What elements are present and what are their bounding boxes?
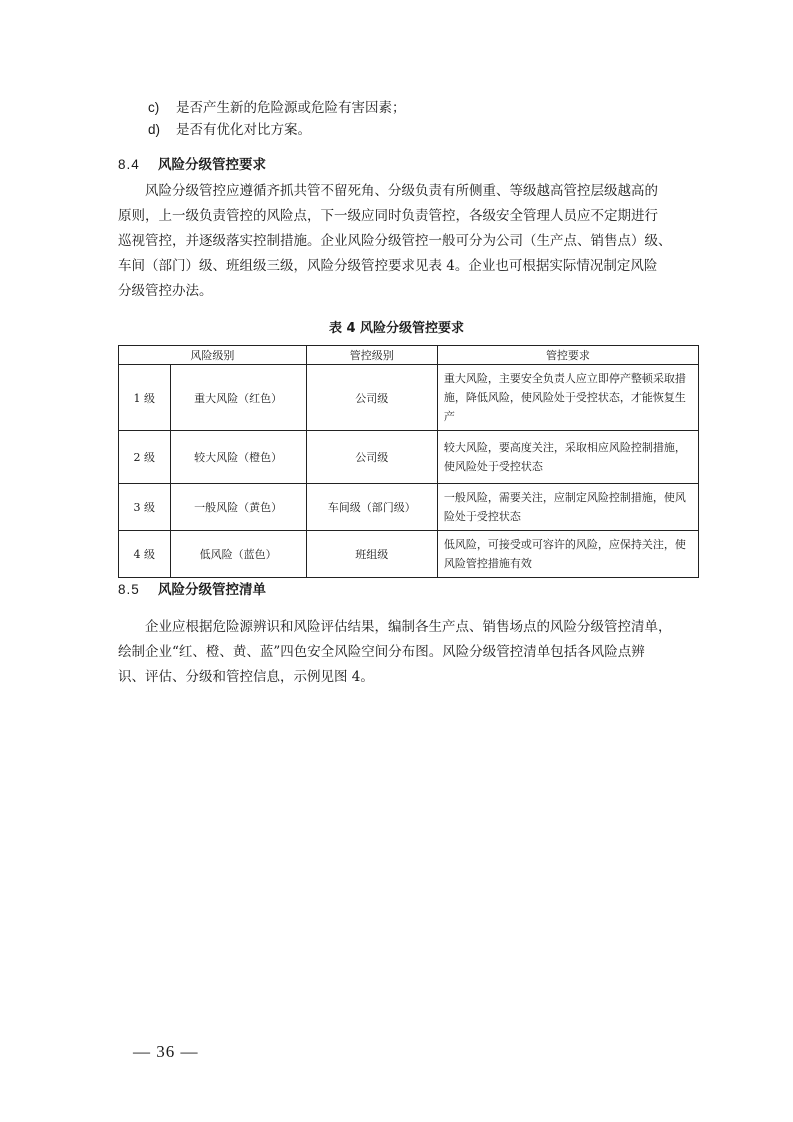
table-row <box>119 431 699 484</box>
paragraph-line: 风险分级管控应遵循齐抓共管不留死角、分级负责有所侧重、等级越高管控层级越高的 <box>145 183 658 199</box>
control-cell: 公司级 <box>306 431 437 484</box>
requirement-cell: 低风险，可接受或可容许的风险，应保持关注，使风险管控措施有效 <box>437 531 698 578</box>
list-marker: c) <box>148 100 160 115</box>
section-title: 风险分级管控要求 <box>158 157 266 173</box>
list-text: 是否产生新的危险源或危险有害因素； <box>176 100 406 116</box>
list-item-d <box>148 121 311 139</box>
section-number: 8.4 <box>118 157 140 172</box>
paragraph-line: 企业应根据危险源辨识和风险评估结果，编制各生产点、销售场点的风险分级管控清单， <box>145 619 672 635</box>
paragraph-line: 车间（部门）级、班组级三级，风险分级管控要求见表 4。企业也可根据实际情况制定风险 <box>118 258 658 274</box>
risk-cell: 一般风险（黄色） <box>170 484 306 531</box>
section-number: 8.5 <box>118 582 140 597</box>
requirement-cell: 较大风险，要高度关注，采取相应风险控制措施，使风险处于受控状态 <box>437 431 698 484</box>
control-cell: 班组级 <box>306 531 437 578</box>
level-cell: 1 级 <box>119 365 171 431</box>
list-text: 是否有优化对比方案。 <box>176 122 311 138</box>
paragraph-8-5 <box>118 615 700 690</box>
table-row <box>119 484 699 531</box>
table-caption: 表 4 风险分级管控要求 <box>328 321 465 336</box>
paragraph-line: 分级管控办法。 <box>118 283 213 299</box>
control-cell: 车间级（部门级） <box>306 484 437 531</box>
paragraph-8-4 <box>118 179 700 304</box>
level-cell: 2 级 <box>119 431 171 484</box>
page-number: — 36 — <box>133 1042 199 1061</box>
paragraph-line: 识、评估、分级和管控信息，示例见图 4。 <box>118 669 374 685</box>
risk-cell: 较大风险（橙色） <box>170 431 306 484</box>
risk-table <box>118 345 699 578</box>
paragraph-line: 原则，上一级负责管控的风险点，下一级应同时负责管控，各级安全管理人员应不定期进行 <box>118 208 658 224</box>
level-cell: 4 级 <box>119 531 171 578</box>
requirement-cell: 重大风险，主要安全负责人应立即停产整顿采取措施，降低风险，使风险处于受控状态，才能恢复生产 <box>437 365 698 431</box>
risk-cell: 低风险（蓝色） <box>170 531 306 578</box>
header-control-requirement: 管控要求 <box>437 346 698 365</box>
level-cell: 3 级 <box>119 484 171 531</box>
section-heading-8-5 <box>118 578 266 598</box>
requirement-cell: 一般风险，需要关注，应制定风险控制措施，使风险处于受控状态 <box>437 484 698 531</box>
header-control-level: 管控级别 <box>306 346 437 365</box>
risk-cell: 重大风险（红色） <box>170 365 306 431</box>
header-risk-level: 风险级别 <box>119 346 307 365</box>
list-item-c <box>148 99 406 117</box>
table-row <box>119 365 699 431</box>
section-heading-8-4 <box>118 153 266 173</box>
table-header-row <box>119 346 699 365</box>
list-marker: d) <box>148 122 161 137</box>
control-cell: 公司级 <box>306 365 437 431</box>
section-title: 风险分级管控清单 <box>158 582 266 598</box>
paragraph-line: 巡视管控，并逐级落实控制措施。企业风险分级管控一般可分为公司（生产点、销售点）级、 <box>118 233 672 249</box>
paragraph-line: 绘制企业“红、橙、黄、蓝”四色安全风险空间分布图。风险分级管控清单包括各风险点辨 <box>118 644 645 660</box>
table-row <box>119 531 699 578</box>
